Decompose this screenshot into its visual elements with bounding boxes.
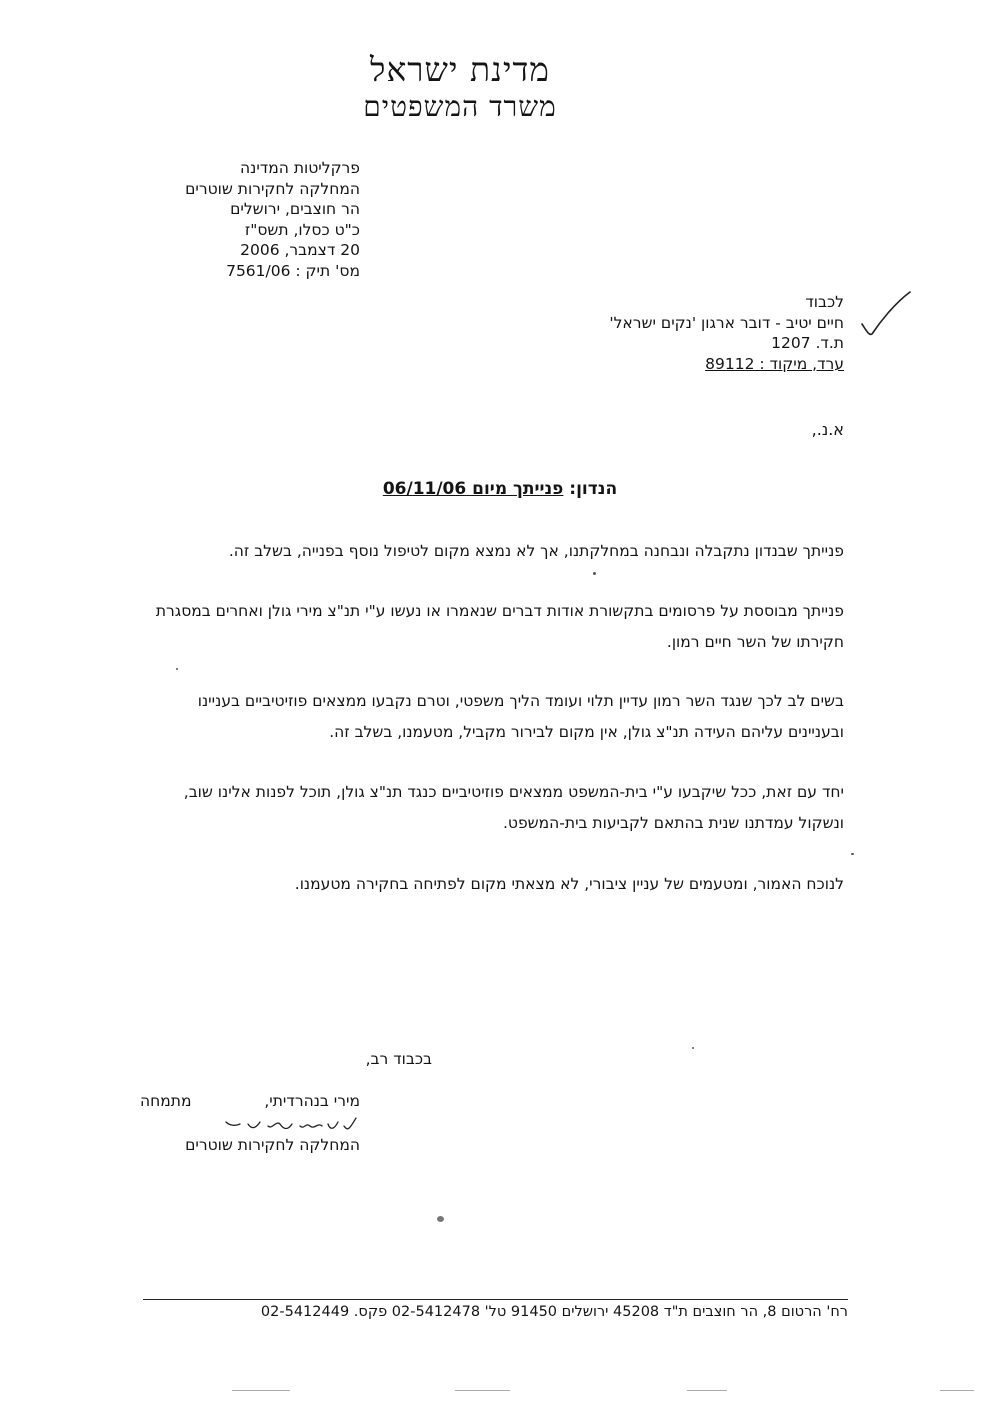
recipient-salutation: לכבוד — [805, 293, 844, 311]
signer-role: מתמחה — [140, 1092, 192, 1110]
closing: בכבוד רב, — [365, 1050, 432, 1068]
footer-address: רח' הרטום 8, הר חוצבים ת"ד 45208 ירושלים 91450 טל' 02-5412478 פקס. 02-5412449 — [260, 1304, 848, 1320]
signature-block — [140, 1092, 360, 1154]
checkmark-icon — [860, 290, 912, 338]
body-paragraph-4: יחד עם זאת, ככל שיקבעו ע"י בית-המשפט ממצאים פוזיטיביים כנגד תנ"צ גולן, תוכל לפנות אלינו שוב, ונשקול עמדתנו שנית בהתאם לקביעות בית-המשפט. — [183, 783, 844, 832]
sender-block — [20, 158, 360, 281]
scan-speck — [437, 1216, 444, 1222]
greeting: א.נ., — [811, 420, 844, 439]
subject-line — [360, 479, 640, 499]
sender-line: מס' תיק : 7561/06 — [226, 261, 360, 280]
subject-text: פנייתך מיום 06/11/06 — [382, 479, 564, 499]
sender-line: 20 דצמבר, 2006 — [240, 241, 360, 259]
body-paragraph-3: בשים לב לכך שנגד השר רמון עדיין תלוי ועומד הליך משפטי, וטרם נקבעו ממצאים פוזיטיביים בעניינו ובעניינים עליהם העידה תנ"צ גולן, אין מקום לבירור מקביל, מטעמנו, בשלב זה. — [197, 692, 844, 741]
body-paragraph-2: פנייתך מבוססת על פרסומים בתקשורת אודות דברים שנאמרו או נעשו ע"י תנ"צ מירי גולן ואחרים במסגרת חקירתו של השר חיים רמון. — [155, 602, 844, 651]
scan-speck — [692, 1047, 694, 1049]
handwritten-signature — [220, 1114, 360, 1136]
letterhead-ministry: משרד המשפטים — [363, 90, 557, 123]
footer-divider — [143, 1299, 848, 1300]
body-paragraph-1: פנייתך שבנדון נתקבלה ונבחנה במחלקתנו, אך לא נמצא מקום לטיפול נוסף בפנייה, בשלב זה. — [228, 542, 844, 560]
scan-edge-mark — [455, 1390, 510, 1391]
recipient-city: ערד, מיקוד : 89112 — [705, 354, 844, 373]
body-paragraph-5: לנוכח האמור, ומטעמים של עניין ציבורי, לא מצאתי מקום לפתיחה בחקירה מטעמנו. — [294, 875, 844, 893]
recipient-name: חיים יטיב - דובר ארגון 'נקים ישראל' — [609, 313, 844, 332]
signature-name-row — [140, 1092, 360, 1110]
signer-name: מירי בנהרדיתי, — [264, 1092, 360, 1110]
scan-edge-mark — [232, 1390, 290, 1391]
signer-department: המחלקה לחקירות שוטרים — [185, 1136, 360, 1154]
scan-speck — [593, 572, 596, 575]
letterhead-state: מדינת ישראל — [370, 50, 550, 89]
scan-edge-mark — [687, 1390, 727, 1391]
scan-speck — [176, 668, 178, 670]
subject-label: הנדון: — [569, 479, 618, 499]
sender-line: פרקליטות המדינה — [239, 159, 360, 177]
recipient-block — [404, 292, 844, 374]
sender-line: המחלקה לחקירות שוטרים — [185, 179, 360, 198]
sender-line: כ"ט כסלו, תשס"ז — [244, 220, 360, 239]
scan-edge-mark — [940, 1390, 974, 1391]
sender-line: הר חוצבים, ירושלים — [230, 200, 360, 218]
scan-speck — [851, 853, 854, 855]
recipient-pobox: ת.ד. 1207 — [771, 334, 844, 352]
